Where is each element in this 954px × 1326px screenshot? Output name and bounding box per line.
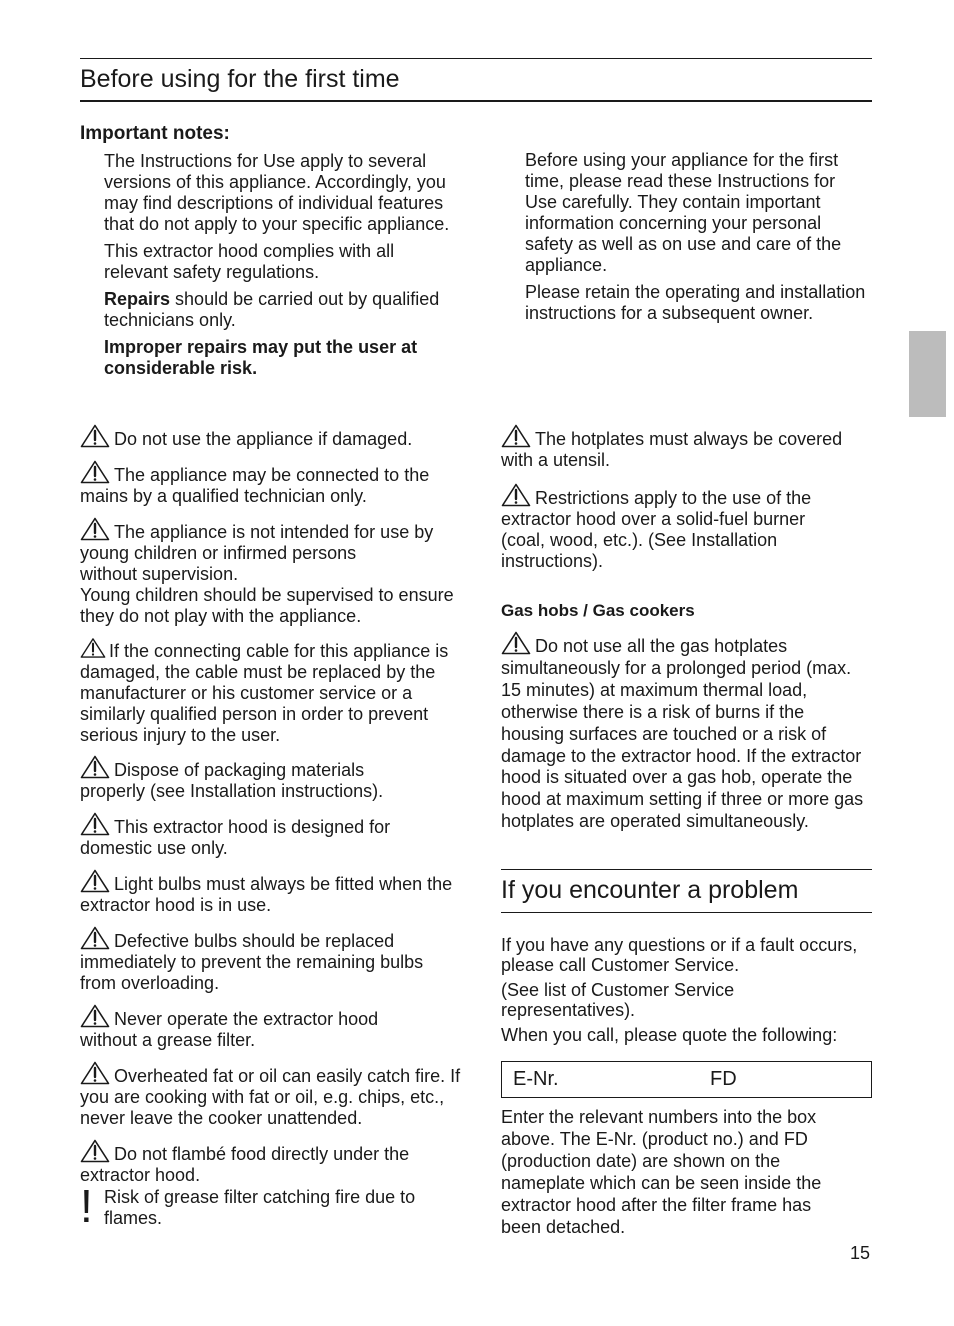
warning-triangle-icon [80,812,110,836]
warning-packaging: Dispose of packaging materials properly (see Installation instructions). [80,755,410,802]
warning-triangle-icon [80,424,110,448]
warning-flambe: Do not flambé food directly under the extractor hood. [80,1139,440,1186]
warning-grease-filter: Never operate the extractor hood without a grease filter. [80,1004,410,1051]
warning-triangle-icon [80,1061,110,1085]
header-top-rule [80,58,872,59]
intro-right [525,150,870,324]
note-versions: The Instructions for Use apply to several versions of this appliance. Accordingly, you may find descriptions of individual features that do not apply to your specific appliance. [104,151,450,234]
warning-triangle-icon [80,636,106,660]
warning-triangle-icon [80,1139,110,1163]
warning-hotplates-covered: The hotplates must always be covered with a utensil. [501,424,873,471]
repairs-bold: Repairs [104,289,171,309]
warning-triangle-icon [80,517,110,541]
warning-triangle-icon [501,631,531,655]
problem-quote: When you call, please quote the following: [501,1025,838,1045]
warning-triangle-icon [501,483,531,507]
note-repairs [104,289,454,331]
repairs-rest: should be carried out by qualified technicians only. [104,289,440,330]
problem-body [501,935,866,1045]
grease-fire-note: Risk of grease filter catching fire due to flames. [104,1187,416,1228]
problem-title: If you encounter a problem [501,876,799,904]
exclamation-icon: ! [80,1180,93,1232]
warning-defective-bulbs: Defective bulbs should be replaced immediately to prevent the remaining bulbs from overloading. [80,926,450,994]
warning-overheated-fat: Overheated fat or oil can easily catch fire. If you are cooking with fat or oil, e.g. chips, etc., never leave the cooker unattended. [80,1061,468,1129]
warning-cable: If the connecting cable for this appliance is damaged, the cable must be replaced by the manufacturer or his customer service or a similarly qualified person in order to prevent serious injury to the user. [80,636,462,746]
warning-triangle-icon [501,424,531,448]
warning-children-supervision: without supervision. [80,564,239,584]
warning-gas-hotplates: Do not use all the gas hotplates simultaneously for a prolonged period (max. 15 minutes) at maximum thermal load, otherwise there is a risk of burns if the housing surfaces are touched or a risk of damage to the extractor hood. If the extractor hood is situated over a gas hob, operate the hood at maximum setting if three or more gas hotplates are operated simultaneously. [501,631,871,833]
problem-bottom-rule [501,912,872,913]
note-improper-repairs: Improper repairs may put the user at considerable risk. [104,337,418,378]
warning-triangle-icon [80,869,110,893]
problem-enter-numbers: Enter the relevant numbers into the box above. The E-Nr. (product no.) and FD (production date) are shown on the nameplate which can be seen inside the extractor hood after the filter frame has been detached. [501,1107,822,1237]
warning-children-play: Young children should be supervised to ensure they do not play with the appliance. [80,585,454,626]
warning-triangle-icon [80,926,110,950]
section-tab [909,331,946,417]
warning-light-bulbs: Light bulbs must always be fitted when the extractor hood is in use. [80,869,455,916]
warning-children: The appliance is not intended for use by young children or infirmed persons without supervision. Young children should be supervised to ensure they do not play with the appliance. [80,517,460,627]
problem-see-list: (See list of Customer Service representatives). [501,980,735,1020]
enr-fd-box [501,1061,872,1098]
warning-qualified-technician: The appliance may be connected to the mains by a qualified technician only. [80,460,465,507]
enr-label: E-Nr. [513,1068,559,1090]
intro-retain: Please retain the operating and installation instructions for a subsequent owner. [525,282,866,323]
note-regulations: This extractor hood complies with all relevant safety regulations. [104,241,395,282]
warning-triangle-icon [80,1004,110,1028]
page-title: Before using for the first time [80,65,400,93]
warning-damaged: Do not use the appliance if damaged. [80,424,465,450]
fd-label: FD [710,1068,737,1090]
warning-triangle-icon [80,755,110,779]
warning-triangle-icon [80,460,110,484]
important-notes-heading: Important notes: [80,123,230,144]
warning-domestic-use: This extractor hood is designed for domestic use only. [80,812,425,859]
page-number: 15 [850,1243,871,1263]
problem-top-rule [501,869,872,870]
header-bottom-rule [80,100,872,102]
intro-read-instructions: Before using your appliance for the first time, please read these Instructions for Use carefully. They contain important information concerning your personal safety as well as on use and care of the appliance. [525,150,842,275]
warning-solid-fuel: Restrictions apply to the use of the extractor hood over a solid-fuel burner (coal, wood, etc.). (See Installation instructions). [501,483,841,572]
problem-call-service: If you have any questions or if a fault occurs, please call Customer Service. [501,935,858,975]
gas-heading: Gas hobs / Gas cookers [501,601,695,620]
important-notes-body [104,151,454,379]
